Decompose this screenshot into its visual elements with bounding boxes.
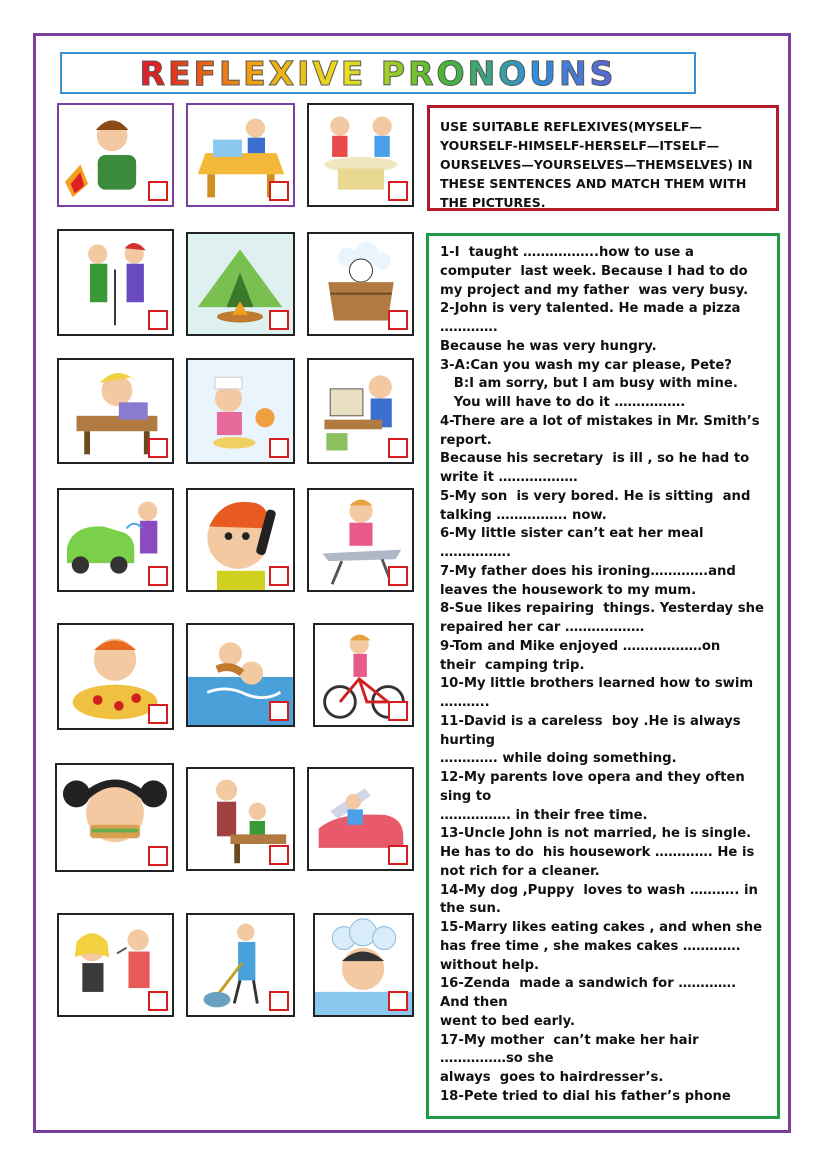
sentence-line: 10-My little brothers learned how to swim bbox=[440, 676, 754, 692]
sentence-line: ……………. bbox=[440, 545, 511, 560]
picture-angry-boy bbox=[57, 103, 174, 207]
sentence-line: You will have to do it ……………. bbox=[440, 395, 686, 410]
sentence-line: …………. bbox=[440, 320, 498, 335]
picture-couple-dinner bbox=[307, 103, 414, 207]
sentence-line: 17-My mother can’t make her hair bbox=[440, 1032, 699, 1048]
sentence-line: 13-Uncle John is not married, he is single. bbox=[440, 826, 752, 842]
answer-checkbox[interactable] bbox=[148, 310, 168, 330]
sentence-line: computer last week. Because I had to do bbox=[440, 263, 748, 279]
sentence-line: Because he was very hungry. bbox=[440, 338, 657, 354]
sentence-line: B:I am sorry, but I am busy with mine. bbox=[440, 376, 738, 392]
sentence-line: 4-There are a lot of mistakes in Mr. Smith’s bbox=[440, 413, 760, 429]
sentence-line: my project and my father was very busy. bbox=[440, 282, 749, 298]
picture-ironing bbox=[307, 488, 414, 592]
answer-checkbox[interactable] bbox=[269, 566, 289, 586]
sentence-line: ……………. in their free time. bbox=[440, 807, 648, 823]
sentence-line: …………. while doing something. bbox=[440, 751, 677, 767]
picture-dog-bath bbox=[307, 232, 414, 336]
picture-hairdresser bbox=[57, 913, 174, 1017]
sentence-line: He has to do his housework …………. He is bbox=[440, 845, 755, 860]
answer-checkbox[interactable] bbox=[269, 701, 289, 721]
answer-checkbox[interactable] bbox=[148, 846, 168, 866]
sentence-line: 2-John is very talented. He made a pizza bbox=[440, 301, 741, 317]
answer-checkbox[interactable] bbox=[148, 991, 168, 1011]
picture-girl-cooking bbox=[186, 358, 295, 464]
answer-checkbox[interactable] bbox=[148, 566, 168, 586]
answer-checkbox[interactable] bbox=[388, 438, 408, 458]
picture-camping-tent bbox=[186, 232, 295, 336]
answer-checkbox[interactable] bbox=[388, 181, 408, 201]
picture-father-teaching bbox=[186, 767, 295, 871]
sentence-line: their camping trip. bbox=[440, 657, 585, 673]
sentence-line: leaves the housework to my mum. bbox=[440, 582, 697, 598]
answer-checkbox[interactable] bbox=[269, 438, 289, 458]
answer-checkbox[interactable] bbox=[148, 181, 168, 201]
sentence-line: not rich for a cleaner. bbox=[440, 863, 600, 879]
sentence-line: report. bbox=[440, 432, 492, 448]
sentence-line: 3-A:Can you wash my car please, Pete? bbox=[440, 357, 732, 373]
answer-checkbox[interactable] bbox=[269, 181, 289, 201]
sentence-line: has free time , she makes cakes …………. bbox=[440, 938, 741, 954]
sentence-line: repaired her car ……………… bbox=[440, 620, 645, 635]
picture-boy-pizza bbox=[57, 623, 174, 730]
sentence-line: 14-My dog ,Puppy loves to wash ……….. in bbox=[440, 882, 758, 898]
answer-checkbox[interactable] bbox=[388, 845, 408, 865]
answer-checkbox[interactable] bbox=[269, 310, 289, 330]
sentence-line: Because his secretary is ill , so he had to bbox=[440, 451, 750, 467]
sentence-line: 9-Tom and Mike enjoyed ………………on bbox=[440, 638, 721, 654]
answer-checkbox[interactable] bbox=[148, 438, 168, 458]
sentence-line: sing to bbox=[440, 788, 492, 804]
answer-checkbox[interactable] bbox=[269, 845, 289, 865]
sentence-line: And then bbox=[440, 995, 508, 1010]
picture-swimming bbox=[186, 623, 295, 727]
sentence-line: 11-David is a careless boy .He is always bbox=[440, 713, 741, 729]
picture-boy-phone bbox=[186, 488, 295, 592]
picture-vacuum-cleaning bbox=[186, 913, 295, 1017]
picture-singing-couple bbox=[57, 229, 174, 336]
sentence-line: ……………so she bbox=[440, 1051, 554, 1067]
answer-checkbox[interactable] bbox=[388, 566, 408, 586]
sentence-line: 1-I taught ……………..how to use a bbox=[440, 245, 694, 260]
sentence-line: 7-My father does his ironing………….and bbox=[440, 563, 736, 579]
picture-girl-sandwich bbox=[55, 763, 174, 872]
answer-checkbox[interactable] bbox=[148, 704, 168, 724]
sentence-line: hurting bbox=[440, 732, 495, 748]
answer-checkbox[interactable] bbox=[388, 991, 408, 1011]
sentence-line: went to bed early. bbox=[440, 1013, 576, 1029]
answer-checkbox[interactable] bbox=[388, 701, 408, 721]
sentence-line: write it ……………… bbox=[440, 470, 578, 485]
sentence-line: 18-Pete tried to dial his father’s phone bbox=[440, 1088, 731, 1104]
picture-boy-laptop bbox=[186, 103, 295, 207]
sentence-line: 8-Sue likes repairing things. Yesterday she bbox=[440, 601, 764, 617]
sentence-line: ……….. bbox=[440, 695, 490, 710]
picture-man-washing-car bbox=[57, 488, 174, 592]
picture-girl-bicycle bbox=[313, 623, 414, 727]
sentence-line: the sun. bbox=[440, 901, 501, 917]
sentences-box bbox=[426, 233, 780, 1119]
sentence-line: without help. bbox=[440, 957, 540, 973]
picture-boy-desk bbox=[57, 358, 174, 464]
answer-checkbox[interactable] bbox=[388, 310, 408, 330]
sentence-line: 15-Marry likes eating cakes , and when she bbox=[440, 920, 763, 935]
sentence-line: 6-My little sister can’t eat her meal bbox=[440, 526, 704, 542]
page-title: REFLEXIVE PRONOUNS bbox=[62, 54, 694, 94]
instructions-text: USE SUITABLE REFLEXIVES(MYSELF—YOURSELF-HIMSELF-HERSELF—ITSELF—OURSELVES—YOURSELVES—THEMSELVES) IN THESE SENTENCES AND MATCH THEM WITH THE PICTURES. bbox=[440, 119, 753, 210]
sentence-line: talking ……………. now. bbox=[440, 507, 607, 523]
sentence-line: 12-My parents love opera and they often bbox=[440, 770, 745, 785]
sentence-line: 5-My son is very bored. He is sitting and bbox=[440, 488, 751, 504]
answer-checkbox[interactable] bbox=[269, 991, 289, 1011]
picture-man-computer bbox=[307, 358, 414, 464]
title-banner bbox=[60, 52, 696, 94]
picture-girl-repairing-car bbox=[307, 767, 414, 871]
instructions-box bbox=[427, 105, 779, 211]
sentence-line: 16-Zenda made a sandwich for …………. bbox=[440, 976, 737, 992]
picture-boy-shower bbox=[313, 913, 414, 1017]
sentence-line: always goes to hairdresser’s. bbox=[440, 1070, 664, 1085]
